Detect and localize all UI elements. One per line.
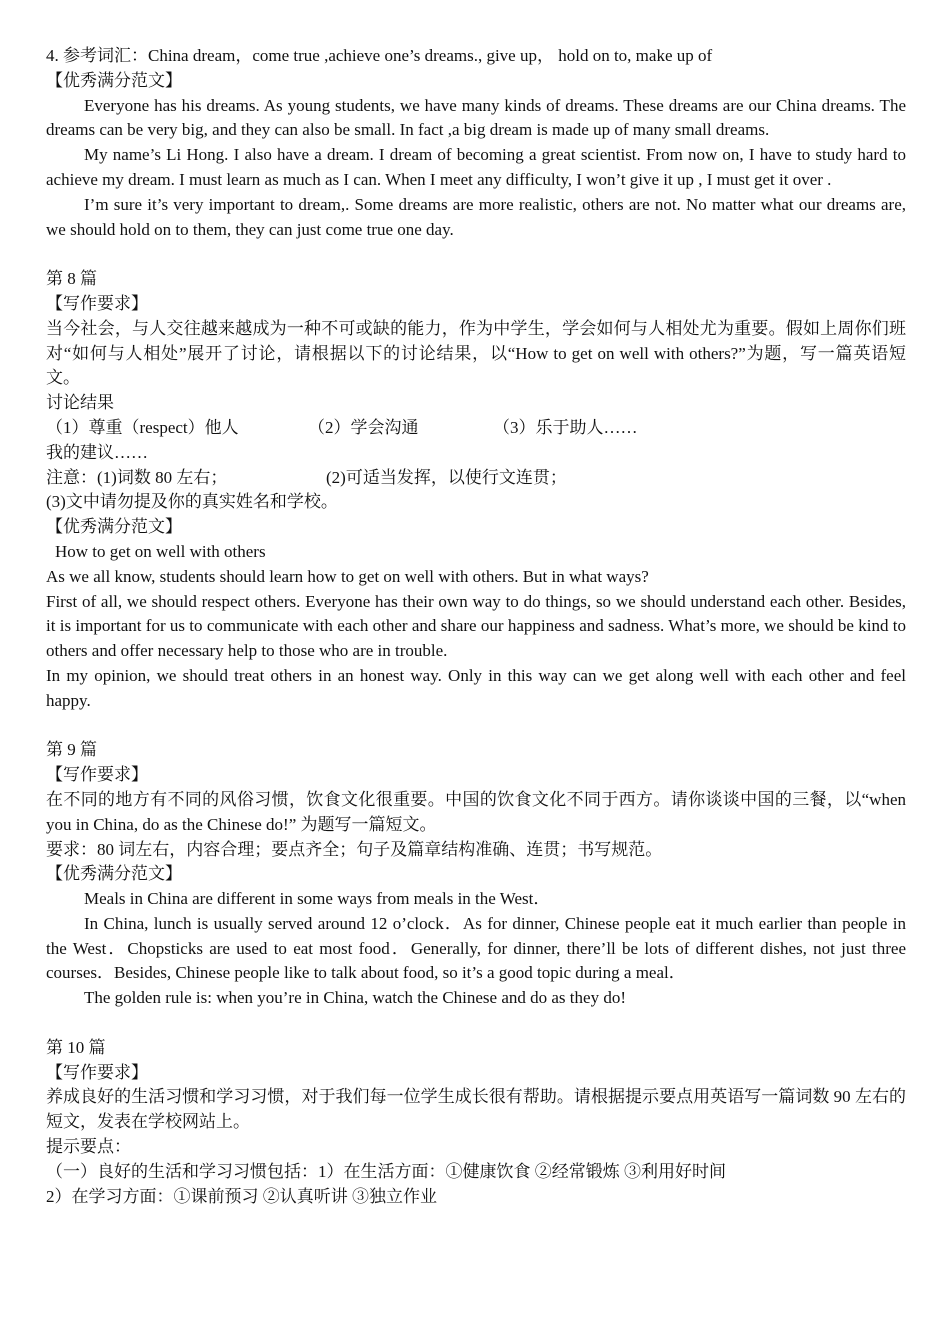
requirements-line: 要求：80 词左右，内容合理；要点齐全；句子及篇章结构准确、连贯；书写规范。	[46, 839, 663, 859]
essay-paragraph: First of all, we should respect others. Everyone has their own way to do things, so we should understand each other. Besides, it is important for us to communicate with each other and share our happiness and sadness. What’s more, we should be kind to others and offer necessary help to those who are in trouble.	[46, 591, 906, 661]
hint-line: （一）良好的生活和学习习惯包括：1）在生活方面：①健康饮食 ②经常锻炼 ③利用好时间	[46, 1161, 726, 1181]
requirements-header: 【写作要求】	[46, 765, 148, 785]
essay-paragraph: In China, lunch is usually served around 12 o’clock．As for dinner, Chinese people eat it much earlier than people in the West．Chopsticks are used to eat most food．Generally, for dinner, there’ll be lots of different dishes, not just three courses．Besides, Chinese people like to talk about food, so it’s a good topic during a meal．	[46, 913, 906, 983]
spacer	[46, 714, 906, 739]
writing-prompt: 当今社会，与人交往越来越成为一种不可或缺的能力，作为中学生，学会如何与人相处尤为重要。假如上周你们班对“如何与人相处”展开了讨论，请根据以下的讨论结果，以“How to get on well with others?”为题，写一篇英语短文。	[46, 318, 906, 388]
essay-paragraph: As we all know, students should learn how to get on well with others. But in what ways?	[46, 566, 649, 586]
essay-paragraph: In my opinion, we should treat others in an honest way. Only in this way can we get along well with each other and feel happy.	[46, 665, 906, 710]
essay-paragraph: Meals in China are different in some ways from meals in the West．	[84, 889, 551, 909]
writing-prompt: 在不同的地方有不同的风俗习惯，饮食文化很重要。中国的饮食文化不同于西方。请你谈谈中国的三餐，以“when you in China, do as the Chinese do!” 为题写一篇短文。	[46, 789, 906, 834]
spacer	[46, 242, 906, 267]
essay-paragraph: The golden rule is: when you’re in China, watch the Chinese and do as they do!	[84, 988, 626, 1008]
result-item: （1）尊重（respect）他人	[46, 417, 239, 437]
essay-paragraph: I’m sure it’s very important to dream,. Some dreams are more realistic, others are not. No matter what our dreams are, we should hold on to them, they can just come true one day.	[46, 194, 906, 239]
section-title: 第 10 篇	[46, 1037, 106, 1057]
result-item: （3）乐于助人……	[493, 417, 638, 437]
requirements-header: 【写作要求】	[46, 1062, 148, 1082]
spacer	[46, 1011, 906, 1036]
note-line: (3)文中请勿提及你的真实姓名和学校。	[46, 492, 338, 512]
essay-paragraph: My name’s Li Hong. I also have a dream. I dream of becoming a great scientist. From now on, I have to study hard to achieve my dream. I must learn as much as I can. When I meet any difficulty, I won’t give it up , I must get it over .	[46, 145, 906, 189]
hint-line: 2）在学习方面：①课前预习 ②认真听讲 ③独立作业	[46, 1186, 437, 1206]
note-line	[46, 466, 906, 491]
discussion-results	[46, 416, 906, 441]
document-page	[46, 44, 906, 1209]
essay-paragraph: Everyone has his dreams. As young students, we have many kinds of dreams. These dreams are our China dreams. The dreams can be very big, and they can also be small. In fact ,a big dream is made up of many small dreams.	[46, 95, 906, 140]
note-item: (2)可适当发挥，以使行文连贯；	[326, 467, 567, 487]
model-essay-header: 【优秀满分范文】	[46, 864, 182, 884]
suggestion-line: 我的建议……	[46, 442, 148, 462]
hints-label: 提示要点：	[46, 1137, 131, 1157]
writing-prompt: 养成良好的生活习惯和学习习惯，对于我们每一位学生成长很有帮助。请根据提示要点用英语写一篇词数 90 左右的短文，发表在学校网站上。	[46, 1087, 906, 1132]
requirements-header: 【写作要求】	[46, 293, 148, 313]
discussion-results-label: 讨论结果	[46, 393, 114, 413]
section-title: 第 9 篇	[46, 740, 97, 760]
result-item: （2）学会沟通	[308, 417, 419, 437]
section-title: 第 8 篇	[46, 269, 97, 289]
vocab-line: 4. 参考词汇：China dream，come true ,achieve one’s dreams., give up， hold on to, make up of	[46, 46, 713, 65]
essay-title: How to get on well with others	[55, 541, 266, 561]
note-item: 注意：(1)词数 80 左右；	[46, 467, 228, 487]
model-essay-header: 【优秀满分范文】	[46, 517, 182, 537]
model-essay-header: 【优秀满分范文】	[46, 70, 182, 90]
